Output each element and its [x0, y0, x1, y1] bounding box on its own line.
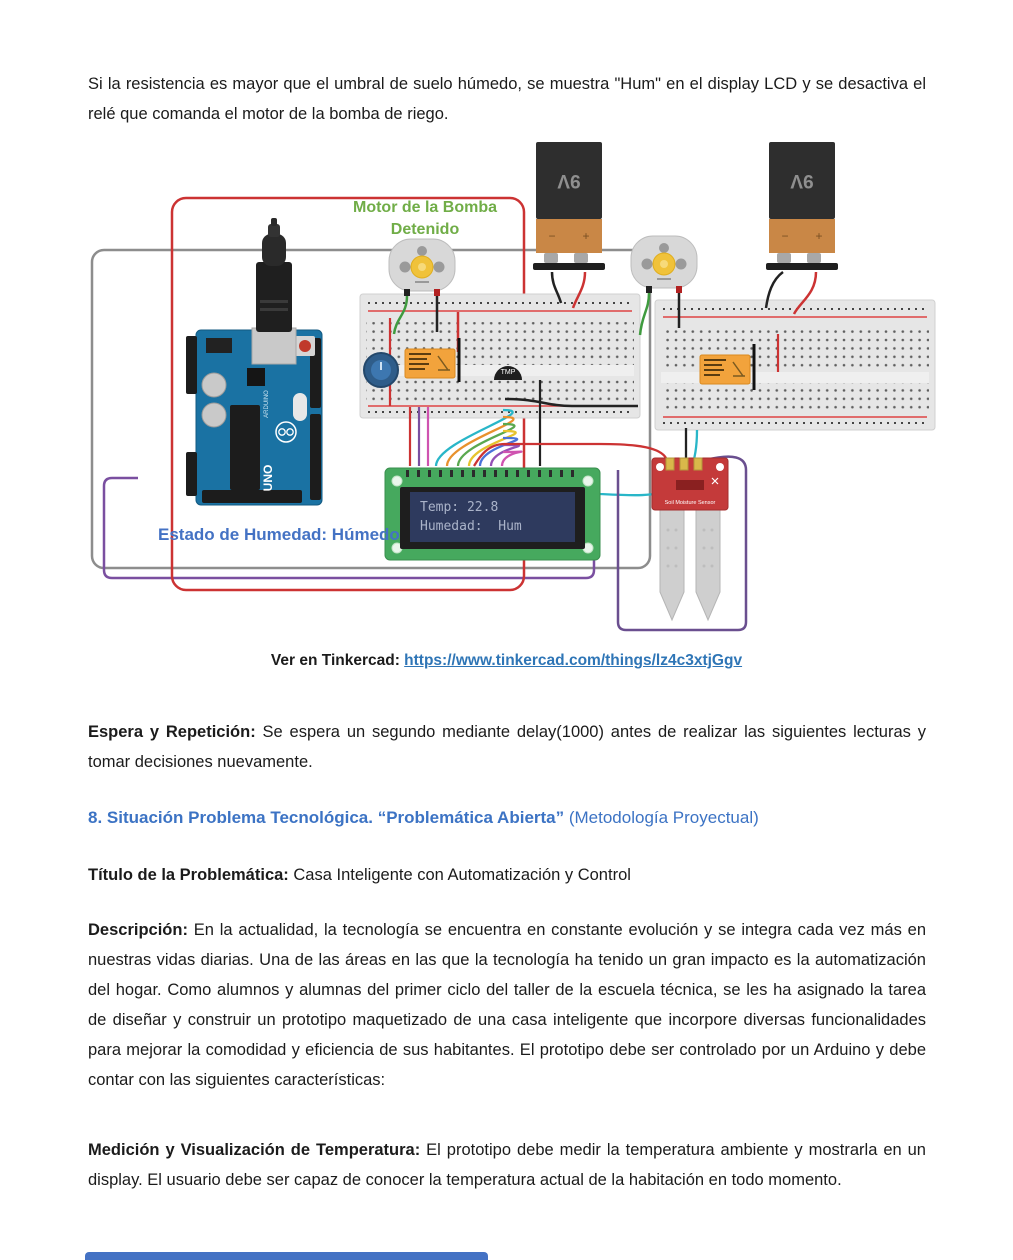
titulo-text: Casa Inteligente con Automatización y Control: [288, 865, 631, 884]
arduino-uno-label: UNO: [261, 464, 275, 492]
espera-text: Se espera un segundo mediante delay(1000) antes de realizar las siguientes lecturas y tomar decisiones nuevamente.: [88, 722, 926, 771]
transistor-label: TMP: [500, 369, 516, 376]
medicion-text: El prototipo debe medir la temperatura ambiente y mostrarla en un display. El usuario debe ser capaz de conocer la temperatura actual de la habitación en todo momento.: [88, 1140, 926, 1189]
tinkercad-link[interactable]: https://www.tinkercad.com/things/lz4c3xtjGgv: [404, 652, 743, 669]
descripcion-label: Descripción:: [88, 920, 188, 939]
heading-bold: 8. Situación Problema Tecnológica. “Problemática Abierta”: [88, 808, 565, 827]
arduino-brand-label: ARDUINO: [264, 390, 270, 418]
battery-plus: +: [815, 229, 823, 243]
pump-motor-right: [631, 236, 697, 293]
soil-moisture-sensor: [652, 458, 728, 620]
humidity-state-label: Estado de Humedad: Húmedo: [158, 525, 400, 544]
wire: [640, 293, 649, 335]
tinkercad-circuit-diagram: [0, 130, 1013, 638]
arduino-uno-board: [186, 218, 322, 505]
section-heading: [88, 803, 926, 833]
battery-label: 9V: [790, 170, 814, 191]
breadboard-right: [655, 300, 935, 430]
motor-status-label-line2: Detenido: [390, 221, 460, 238]
medicion-paragraph: [88, 1135, 926, 1195]
lcd-line2: Humedad: Hum: [420, 519, 522, 534]
tinkercad-caption: [0, 652, 1013, 670]
lcd-line1: Temp: 22.8: [420, 500, 499, 515]
battery-minus: −: [781, 229, 789, 243]
wire: [502, 452, 521, 466]
titulo-paragraph: [88, 860, 926, 890]
descripcion-paragraph: [88, 915, 926, 1095]
battery-minus: −: [548, 229, 556, 243]
medicion-label: Medición y Visualización de Temperatura:: [88, 1140, 421, 1159]
titulo-label: Título de la Problemática:: [88, 865, 289, 884]
next-section-heading-bar: [85, 1252, 488, 1260]
caption-prefix: Ver en Tinkercad:: [270, 652, 405, 669]
battery-label: 9V: [557, 170, 581, 191]
pump-motor-left: [389, 239, 455, 296]
sensor-label: Soil Moisture Sensor: [664, 500, 716, 506]
battery-plus: +: [582, 229, 590, 243]
espera-label: Espera y Repetición:: [88, 722, 256, 741]
espera-paragraph: [88, 717, 926, 777]
potentiometer: [364, 353, 398, 387]
battery-9v-left: [533, 142, 605, 270]
descripcion-text: En la actualidad, la tecnología se encuentra en constante evolución y se integra cada vez más en nuestras vidas diarias. Una de las áreas en las que la tecnología ha tenido un gran impacto es la automatización del hogar. Como alumnos y alumnas del primer ciclo del taller de la escuela técnica, se les ha asignado la tarea de diseñar y construir un prototipo maquetizado de una casa inteligente que incorpore diversas funcionalidades para mejorar la comodidad y eficiencia de sus habitantes. El prototipo debe ser controlado por un Arduino y debe contar con las siguientes características:: [88, 920, 926, 1089]
lcd-display: [385, 468, 600, 560]
battery-9v-right: [766, 142, 838, 270]
motor-status-label-line1: Motor de la Bomba: [352, 199, 498, 216]
intro-paragraph: Si la resistencia es mayor que el umbral de suelo húmedo, se muestra "Hum" en el display LCD y se desactiva el relé que comanda el motor de la bomba de riego.: [88, 74, 926, 123]
heading-paren: (Metodología Proyectual): [564, 808, 759, 827]
